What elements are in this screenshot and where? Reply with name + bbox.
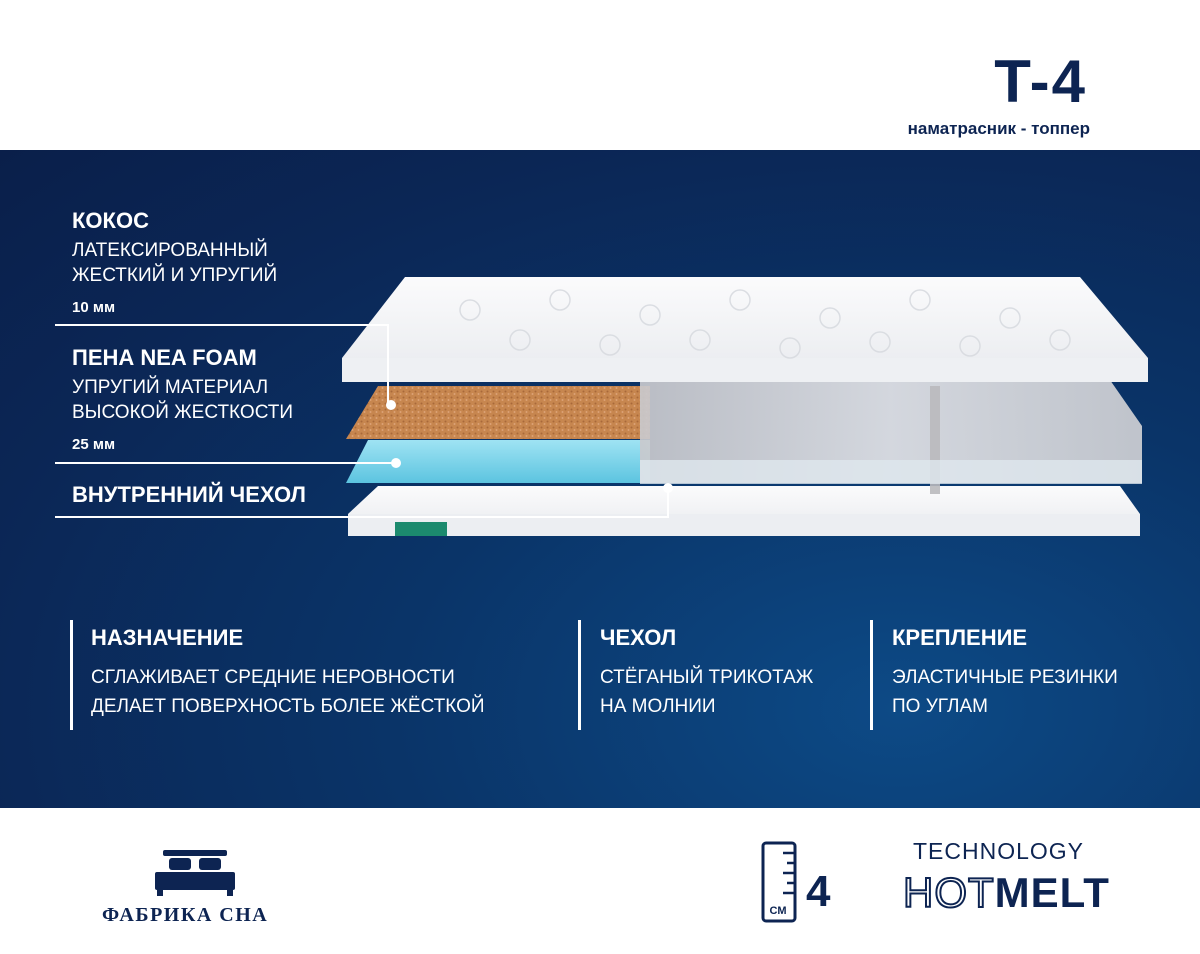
inner-cover-block <box>640 380 1142 494</box>
top-cover-layer <box>342 277 1148 382</box>
model-title: T-4 <box>994 48 1087 115</box>
bottom-cover-layer <box>348 486 1140 536</box>
feature-fastening-desc: ЭЛАСТИЧНЫЕ РЕЗИНКИ ПО УГЛАМ <box>892 667 1118 717</box>
feature-divider <box>70 620 73 730</box>
svg-text:СМ: СМ <box>769 905 787 917</box>
header <box>0 0 1200 150</box>
feature-divider <box>578 620 581 730</box>
height-value: 4 <box>806 867 831 916</box>
product-panel <box>0 150 1200 808</box>
ruler-icon <box>761 841 797 923</box>
feature-purpose-title: НАЗНАЧЕНИЕ <box>91 625 244 650</box>
feature-divider <box>870 620 873 730</box>
feature-purpose-desc: СГЛАЖИВАЕТ СРЕДНИЕ НЕРОВНОСТИ ДЕЛАЕТ ПОВЕРХНОСТЬ БОЛЕЕ ЖЁСТКОЙ <box>91 667 485 717</box>
bed-icon <box>155 846 235 896</box>
hotmelt-logo: HOTMELT <box>903 869 1110 916</box>
coconut-layer <box>346 386 650 439</box>
footer <box>0 808 1200 954</box>
feature-cover-desc: СТЁГАНЫЙ ТРИКОТАЖ НА МОЛНИИ <box>600 667 814 717</box>
layer-coconut-thickness: 10 мм <box>72 299 116 316</box>
feature-cover-title: ЧЕХОЛ <box>600 625 677 650</box>
layer-coconut-desc: ЛАТЕКСИРОВАННЫЙ ЖЕСТКИЙ И УПРУГИЙ <box>72 240 278 286</box>
model-subtitle: наматрасник - топпер <box>907 119 1090 138</box>
layer-foam-desc: УПРУГИЙ МАТЕРИАЛ ВЫСОКОЙ ЖЕСТКОСТИ <box>72 377 294 423</box>
layer-inner-cover-title: ВНУТРЕННИЙ ЧЕХОЛ <box>72 482 306 507</box>
technology-label: TECHNOLOGY <box>913 838 1085 864</box>
layer-foam-thickness: 25 мм <box>72 436 116 453</box>
layer-foam-title: ПЕНА NEA FOAM <box>72 345 257 370</box>
layer-coconut-title: КОКОС <box>72 208 149 233</box>
feature-fastening-title: КРЕПЛЕНИЕ <box>892 625 1028 650</box>
brand-name: ФАБРИКА СНА <box>102 904 269 926</box>
